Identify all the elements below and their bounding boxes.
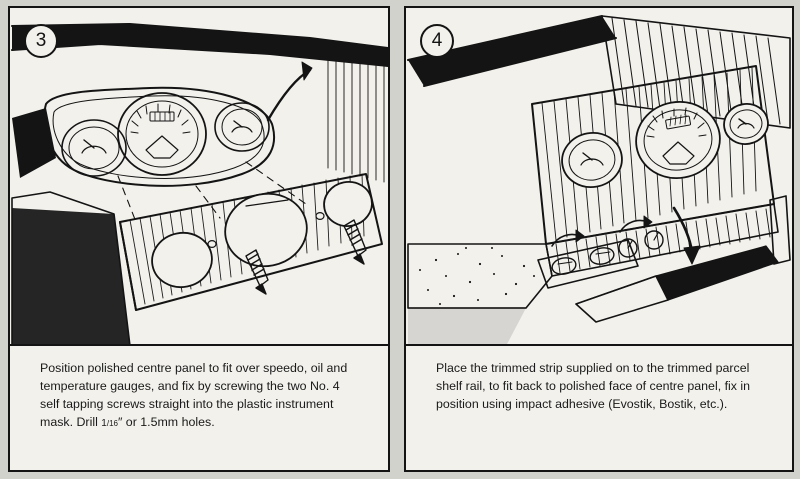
- caption-tail-3: ″ or 1.5mm holes.: [117, 414, 215, 429]
- illustration-step-3: [10, 8, 388, 348]
- fraction-one-sixteenth: 1/16: [101, 417, 118, 429]
- caption-text-4: Place the trimmed strip supplied on to the trimmed parcel shelf rail, to fit back to polished face of centre panel, fix in position using impact adhesive (Evostik, Bostik, etc.).: [436, 361, 751, 411]
- caption-step-3: [10, 344, 388, 470]
- illustration-step-4: [406, 8, 792, 348]
- caption-body-3: Position polished centre panel to fit over speedo, oil and temperature gauges, and fix by screwing the two No. 4 self tapping screws straight into the plastic instrument mask. Drill: [40, 361, 348, 429]
- step-number-badge-4: 4: [420, 24, 454, 58]
- caption-step-4: [406, 344, 792, 470]
- instruction-panel-3: [8, 6, 390, 472]
- illustration-svg-3: [10, 8, 388, 348]
- caption-text-3: [40, 360, 358, 432]
- instruction-panel-4: [404, 6, 794, 472]
- step-number-badge-3: 3: [24, 24, 58, 58]
- illustration-svg-4: [406, 8, 792, 348]
